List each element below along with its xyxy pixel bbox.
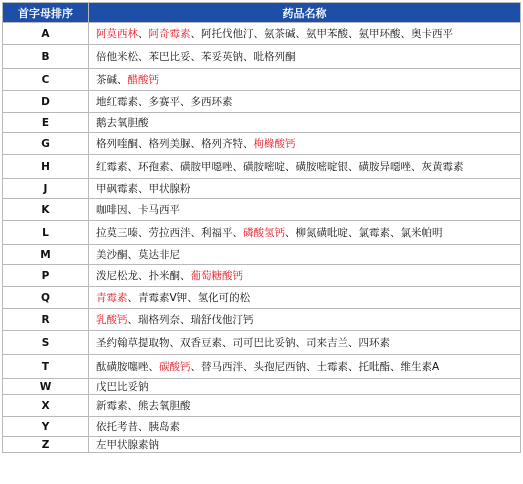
separator: 、 [148, 361, 159, 373]
separator: 、 [190, 138, 201, 150]
drug-name: 拉莫三嗪 [96, 227, 138, 239]
separator: 、 [190, 361, 201, 373]
separator: 、 [306, 361, 317, 373]
drug-name: 氨甲苯酸 [306, 28, 348, 40]
table-row [3, 91, 521, 113]
table-row [3, 69, 521, 91]
drug-name: 利福平 [201, 227, 233, 239]
drug-name: 柳氮磺吡啶 [295, 227, 348, 239]
drug-names-cell [89, 287, 521, 309]
table-row [3, 113, 521, 133]
drug-names-cell [89, 69, 521, 91]
drug-name: 枸橼酸钙 [253, 138, 296, 150]
table-row [3, 331, 521, 355]
table-row [3, 221, 521, 245]
drug-names-cell [89, 395, 521, 417]
table-row [3, 179, 521, 199]
table-header-row [3, 3, 521, 23]
separator: 、 [127, 249, 138, 261]
drug-name: 氯米帕明 [400, 227, 443, 239]
drug-names-cell [89, 179, 521, 199]
separator: 、 [138, 227, 149, 239]
drug-name: 卡马西平 [138, 204, 180, 216]
separator: 、 [190, 28, 201, 40]
drug-name: 劳拉西泮 [148, 227, 191, 239]
index-letter: B [3, 45, 89, 69]
separator: 、 [295, 337, 306, 349]
separator: 、 [390, 227, 401, 239]
drug-names-cell [89, 113, 521, 133]
index-letter: G [3, 133, 89, 155]
drug-name: 瑞舒伐他汀钙 [190, 314, 254, 326]
index-letter: E [3, 113, 89, 133]
drug-name: 醋酸钙 [127, 74, 159, 86]
drug-name: 扑米酮 [148, 270, 180, 282]
drug-name: 维生素A [400, 361, 440, 373]
drug-names-cell [89, 91, 521, 113]
drug-name: 环孢素 [138, 161, 170, 173]
drug-name: 依托考昔 [96, 421, 138, 433]
separator: 、 [169, 337, 180, 349]
table-row [3, 155, 521, 179]
separator: 、 [348, 337, 359, 349]
drug-name: 土霉素 [316, 361, 348, 373]
drug-name: 氯霉素 [358, 227, 390, 239]
table-row [3, 417, 521, 437]
drug-names-cell [89, 23, 521, 45]
separator: 、 [348, 361, 359, 373]
separator: 、 [138, 421, 149, 433]
separator: 、 [180, 96, 191, 108]
drug-name: 氨茶碱 [264, 28, 296, 40]
separator: 、 [180, 314, 191, 326]
separator: 、 [127, 204, 138, 216]
separator: 、 [127, 161, 138, 173]
separator: 、 [117, 74, 128, 86]
drug-name: 磷酸氢钙 [243, 227, 285, 239]
separator: 、 [138, 183, 149, 195]
drug-name: 格列美脲 [148, 138, 191, 150]
drug-name: 阿奇霉素 [148, 28, 191, 40]
drug-name: 葡萄糖酸钙 [190, 270, 243, 282]
index-letter: Q [3, 287, 89, 309]
drug-names-cell [89, 379, 521, 395]
index-letter: X [3, 395, 89, 417]
drug-name: 多西环素 [190, 96, 233, 108]
drug-names-cell [89, 155, 521, 179]
drug-name: 奥卡西平 [411, 28, 453, 40]
drug-names-cell [89, 199, 521, 221]
drug-names-cell [89, 355, 521, 379]
drug-name: 青霉素V钾 [138, 292, 188, 304]
drug-name: 酞磺胺噻唑 [96, 361, 149, 373]
drug-names-cell [89, 265, 521, 287]
separator: 、 [127, 400, 138, 412]
index-letter: J [3, 179, 89, 199]
drug-name: 阿莫西林 [96, 28, 138, 40]
drug-name: 倍他米松 [96, 51, 138, 63]
separator: 、 [138, 51, 149, 63]
drug-name: 托吡酯 [358, 361, 390, 373]
table-row [3, 309, 521, 331]
drug-name: 圣约翰草提取物 [96, 337, 170, 349]
drug-names-cell [89, 221, 521, 245]
separator: 、 [400, 28, 411, 40]
separator: 、 [243, 51, 254, 63]
separator: 、 [232, 161, 243, 173]
table-row [3, 133, 521, 155]
separator: 、 [232, 227, 243, 239]
drug-name: 阿托伐他汀 [201, 28, 254, 40]
index-letter: Z [3, 437, 89, 453]
separator: 、 [285, 161, 296, 173]
separator: 、 [190, 51, 201, 63]
index-letter: Y [3, 417, 89, 437]
index-letter: R [3, 309, 89, 331]
index-letter: L [3, 221, 89, 245]
drug-name: 咖啡因 [96, 204, 128, 216]
drug-names-cell [89, 133, 521, 155]
drug-name: 泼尼松龙 [96, 270, 138, 282]
separator: 、 [138, 138, 149, 150]
drug-name: 司可巴比妥钠 [232, 337, 296, 349]
drug-name: 磺胺嘧啶银 [295, 161, 348, 173]
drug-name: 格列齐特 [201, 138, 243, 150]
drug-names-cell [89, 331, 521, 355]
table-row [3, 287, 521, 309]
separator: 、 [127, 314, 138, 326]
drug-name: 青霉素 [96, 292, 128, 304]
separator: 、 [348, 227, 359, 239]
separator: 、 [348, 161, 359, 173]
separator: 、 [187, 292, 198, 304]
drug-names-cell [89, 417, 521, 437]
index-letter: S [3, 331, 89, 355]
drug-name: 新霉素 [96, 400, 128, 412]
drug-name: 茶碱 [96, 74, 117, 86]
drug-name: 格列喹酮 [96, 138, 138, 150]
table-row [3, 379, 521, 395]
separator: 、 [390, 361, 401, 373]
drug-name: 多赛平 [148, 96, 180, 108]
index-letter: H [3, 155, 89, 179]
drug-name: 四环素 [358, 337, 390, 349]
header-letter-sort: 首字母排序 [3, 3, 89, 23]
drug-name: 美沙酮 [96, 249, 128, 261]
separator: 、 [190, 227, 201, 239]
separator: 、 [243, 138, 254, 150]
drug-name: 吡格列酮 [253, 51, 296, 63]
table-row [3, 199, 521, 221]
drug-name: 熊去氧胆酸 [138, 400, 191, 412]
index-letter: T [3, 355, 89, 379]
separator: 、 [348, 28, 359, 40]
drug-name: 苯巴比妥 [148, 51, 191, 63]
separator: 、 [295, 28, 306, 40]
separator: 、 [411, 161, 422, 173]
drug-name: 胰岛素 [148, 421, 180, 433]
drug-name: 地红霉素 [96, 96, 138, 108]
drug-name: 左甲状腺素钠 [96, 439, 159, 451]
drug-name: 氢化可的松 [197, 292, 251, 304]
table-row [3, 23, 521, 45]
table-row [3, 355, 521, 379]
drug-name: 灰黄霉素 [421, 161, 464, 173]
separator: 、 [180, 270, 191, 282]
drug-name: 莫达非尼 [138, 249, 180, 261]
separator: 、 [127, 292, 138, 304]
drug-name: 甲砜霉素 [96, 183, 138, 195]
separator: 、 [138, 270, 149, 282]
separator: 、 [138, 96, 149, 108]
separator: 、 [138, 28, 149, 40]
drug-name: 替马西泮 [201, 361, 243, 373]
table-row [3, 437, 521, 453]
drug-names-cell [89, 437, 521, 453]
drug-name: 司来吉兰 [306, 337, 348, 349]
drug-name: 双香豆素 [180, 337, 222, 349]
drug-name: 氨甲环酸 [358, 28, 401, 40]
drug-name: 乳酸钙 [96, 314, 128, 326]
drug-names-cell [89, 45, 521, 69]
drug-index-table [2, 2, 521, 453]
index-letter: C [3, 69, 89, 91]
drug-name: 红霉素 [96, 161, 128, 173]
index-letter: D [3, 91, 89, 113]
separator: 、 [253, 28, 264, 40]
index-letter: K [3, 199, 89, 221]
separator: 、 [285, 227, 296, 239]
drug-name: 苯妥英钠 [201, 51, 243, 63]
table-row [3, 265, 521, 287]
drug-name: 鹅去氧胆酸 [96, 117, 149, 129]
drug-name: 碳酸钙 [159, 361, 191, 373]
drug-name: 磺胺甲噁唑 [180, 161, 233, 173]
table-row [3, 395, 521, 417]
header-drug-name: 药品名称 [89, 3, 521, 23]
drug-name: 甲状腺粉 [148, 183, 191, 195]
table-row [3, 45, 521, 69]
index-letter: M [3, 245, 89, 265]
drug-names-cell [89, 245, 521, 265]
index-letter: A [3, 23, 89, 45]
drug-name: 瑞格列奈 [138, 314, 180, 326]
drug-name: 头孢尼西钠 [253, 361, 306, 373]
drug-name: 戊巴比妥钠 [96, 381, 149, 393]
drug-name: 磺胺嘧啶 [243, 161, 285, 173]
separator: 、 [222, 337, 233, 349]
drug-name: 磺胺异噁唑 [358, 161, 411, 173]
index-letter: W [3, 379, 89, 395]
drug-names-cell [89, 309, 521, 331]
separator: 、 [243, 361, 254, 373]
separator: 、 [169, 161, 180, 173]
index-letter: P [3, 265, 89, 287]
table-body [3, 23, 521, 453]
table-row [3, 245, 521, 265]
